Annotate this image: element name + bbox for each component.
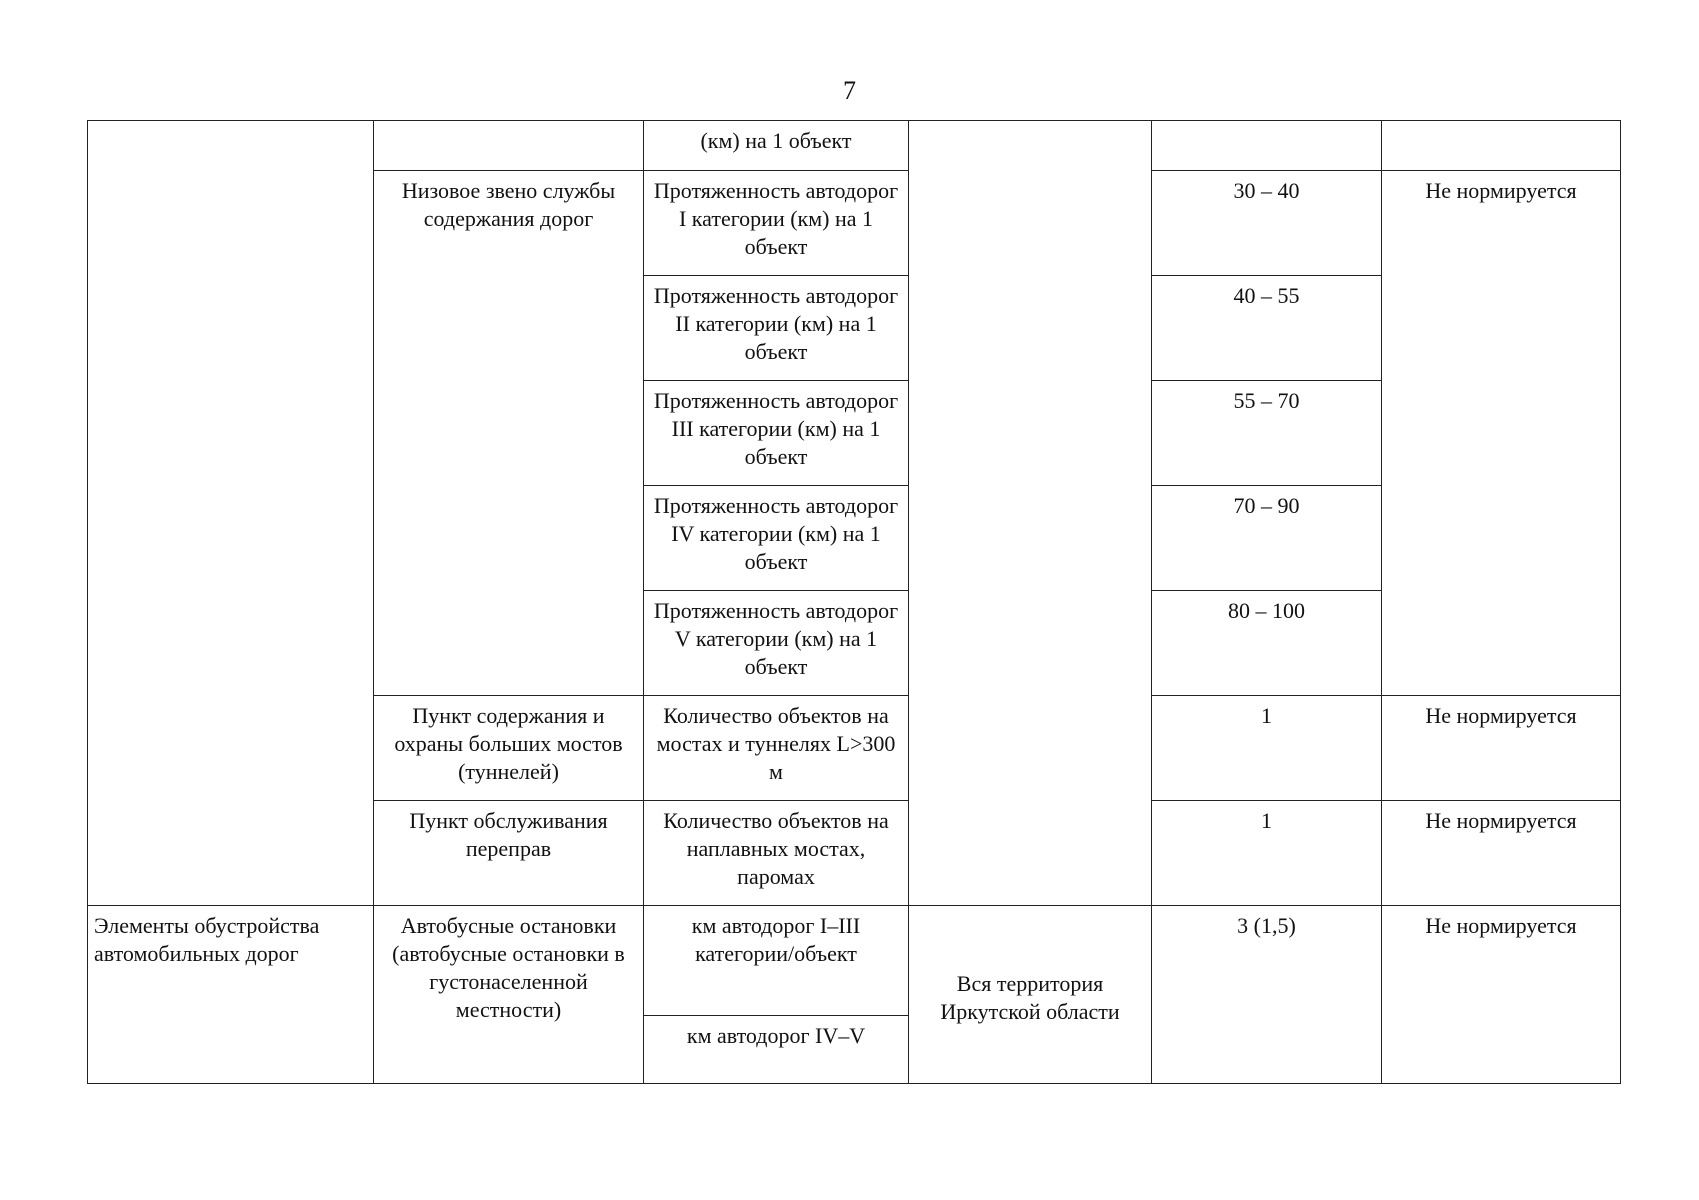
indicator-cell: Количество объектов на мостах и туннелях L>300 м [644,696,909,801]
category-cell-road-elements: Элементы обустройства автомобильных дорог [88,906,374,1084]
value-cell-continued [1152,121,1382,171]
object-cell-continued [374,121,644,171]
territory-cell: Вся территория Иркутской области [909,906,1152,1084]
access-cell-continued [1382,121,1621,171]
value-cell: 3 (1,5) [1152,906,1382,1084]
access-cell: Не нормируется [1382,906,1621,1084]
page-number: 7 [843,76,856,105]
value-cell: 40 – 55 [1152,276,1382,381]
object-cell-ferries: Пункт обслуживания переправ [374,801,644,906]
indicator-cell: Количество объектов на наплавных мостах, паромах [644,801,909,906]
access-cell: Не нормируется [1382,696,1621,801]
value-cell: 55 – 70 [1152,381,1382,486]
access-cell: Не нормируется [1382,801,1621,906]
value-cell: 1 [1152,801,1382,906]
value-cell: 1 [1152,696,1382,801]
indicator-cell: Протяженность автодорог II категории (км) на 1 объект [644,276,909,381]
indicator-cell: Протяженность автодорог I категории (км) на 1 объект [644,171,909,276]
indicator-cell: Протяженность автодорог III категории (км) на 1 объект [644,381,909,486]
value-cell: 70 – 90 [1152,486,1382,591]
value-cell: 30 – 40 [1152,171,1382,276]
table-row [88,906,1621,1016]
indicator-cell: км автодорог IV–V [644,1016,909,1084]
standards-table [87,120,1621,1084]
object-cell-bus-stops: Автобусные остановки (автобусные остановки в густонаселенной местности) [374,906,644,1084]
indicator-cell: Протяженность автодорог IV категории (км) на 1 объект [644,486,909,591]
object-cell-bridges: Пункт содержания и охраны больших мостов (туннелей) [374,696,644,801]
indicator-cell: км автодорог I–III категории/объект [644,906,909,1016]
object-cell-road-service: Низовое звено службы содержания дорог [374,171,644,696]
category-cell-continued [88,121,374,906]
access-cell: Не нормируется [1382,171,1621,696]
territory-cell-continued [909,121,1152,906]
indicator-cell: (км) на 1 объект [644,121,909,171]
table-row [88,121,1621,171]
value-cell: 80 – 100 [1152,591,1382,696]
indicator-cell: Протяженность автодорог V категории (км) на 1 объект [644,591,909,696]
